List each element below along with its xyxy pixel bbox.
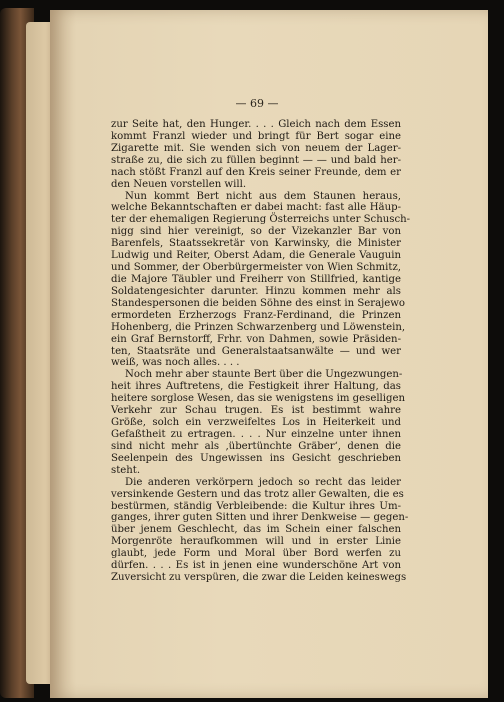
text-line: steht. bbox=[111, 464, 141, 476]
text-line: nigg sind hier vereinigt, so der Vizekanzler Bar von bbox=[111, 226, 401, 238]
text-line: Noch mehr aber staunte Bert über die Ungezwungen- bbox=[125, 369, 403, 381]
paragraph bbox=[111, 190, 411, 370]
text-line: heit ihres Auftretens, die Festigkeit ihrer Haltung, das bbox=[111, 381, 401, 393]
text-line: ganges, ihrer guten Sitten und ihrer Denkweise — gegen- bbox=[111, 512, 409, 524]
text-line: dürfen. . . . Es ist in jenen eine wunderschöne Art von bbox=[111, 560, 401, 572]
text-line: Soldatengesichter darunter. Hinzu kommen mehr als bbox=[111, 285, 401, 297]
text-line: Gefaßtheit zu ertragen. . . . Nur einzelne unter ihnen bbox=[111, 428, 401, 440]
text-line: heitere sorglose Wesen, das sie wenigstens im geselligen bbox=[111, 393, 406, 405]
text-line: Standespersonen die beiden Söhne des einst in Serajewo bbox=[111, 297, 406, 309]
page-number: — 69 — bbox=[235, 97, 279, 110]
text-line: kommt Franzl wieder und bringt für Bert sogar eine bbox=[111, 130, 401, 142]
text-line: den Neuen vorstellen will. bbox=[111, 178, 247, 190]
text-line: Zuversicht zu verspüren, die zwar die Leiden keineswegs bbox=[111, 572, 407, 584]
text-line: Verkehr zur Schau trugen. Es ist bestimmt wahre bbox=[111, 405, 401, 417]
text-line: ermordeten Erzherzogs Franz-Ferdinand, die Prinzen bbox=[111, 309, 401, 321]
text-line: glaubt, jede Form und Moral über Bord werfen zu bbox=[111, 548, 401, 560]
text-line: ten, Staatsräte und Generalstaatsanwälte — und wer bbox=[111, 345, 401, 357]
text-line: versinkende Gestern und das trotz aller Gewalten, die es bbox=[111, 488, 404, 500]
text-line: Größe, solch ein verzweifeltes Los in Heiterkeit und bbox=[111, 417, 401, 429]
text-line: nach stößt Franzl auf den Kreis seiner Freunde, dem er bbox=[111, 166, 401, 178]
text-line: und Sommer, der Oberbürgermeister von Wien Schmitz, bbox=[111, 262, 401, 274]
text-line: Ludwig und Reiter, Oberst Adam, die Generale Vauguin bbox=[111, 250, 401, 262]
text-line: über jenem Geschlecht, das im Schein einer falschen bbox=[111, 524, 401, 536]
text-line: Morgenröte heraufkommen will und in erster Linie bbox=[111, 536, 401, 548]
text-line: zur Seite hat, den Hunger. . . . Gleich nach dem Essen bbox=[111, 119, 401, 130]
text-line: Nun kommt Bert nicht aus dem Staunen heraus, bbox=[125, 190, 401, 202]
paragraph bbox=[111, 369, 406, 476]
text-line: weiß, was noch alles. . . . bbox=[111, 357, 240, 369]
text-line: straße zu, die sich zu füllen beginnt — — und bald her- bbox=[111, 154, 401, 166]
body-text bbox=[111, 119, 411, 584]
paragraph bbox=[111, 476, 409, 584]
text-line: ter der ehemaligen Regierung Österreichs unter Schusch- bbox=[111, 214, 411, 226]
text-line: Die anderen verkörpern jedoch so recht das leider bbox=[125, 476, 401, 488]
text-line: welche Bekanntschaften er dabei macht: fast alle Häup- bbox=[111, 202, 401, 214]
text-line: Hohenberg, die Prinzen Schwarzenberg und Löwenstein, bbox=[111, 321, 406, 333]
text-line: die Majore Täubler und Freiherr von Stillfried, kantige bbox=[111, 273, 401, 285]
text-line: ein Graf Bernstorff, Frhr. von Dahmen, sowie Präsiden- bbox=[111, 333, 401, 345]
paragraph bbox=[111, 119, 401, 191]
text-line: bestürmen, ständig Verbleibende: die Kultur ihres Um- bbox=[111, 500, 401, 512]
text-line: Zigarette mit. Sie wenden sich von neuem der Lager- bbox=[111, 142, 401, 154]
text-line: sind nicht mehr als ‚übertünchte Gräber‘, denen die bbox=[111, 440, 401, 452]
text-line: Seelenpein des Ungewissen ins Gesicht geschrieben bbox=[111, 452, 401, 464]
text-line: Barenfels, Staatssekretär von Karwinsky, die Minister bbox=[111, 238, 401, 250]
